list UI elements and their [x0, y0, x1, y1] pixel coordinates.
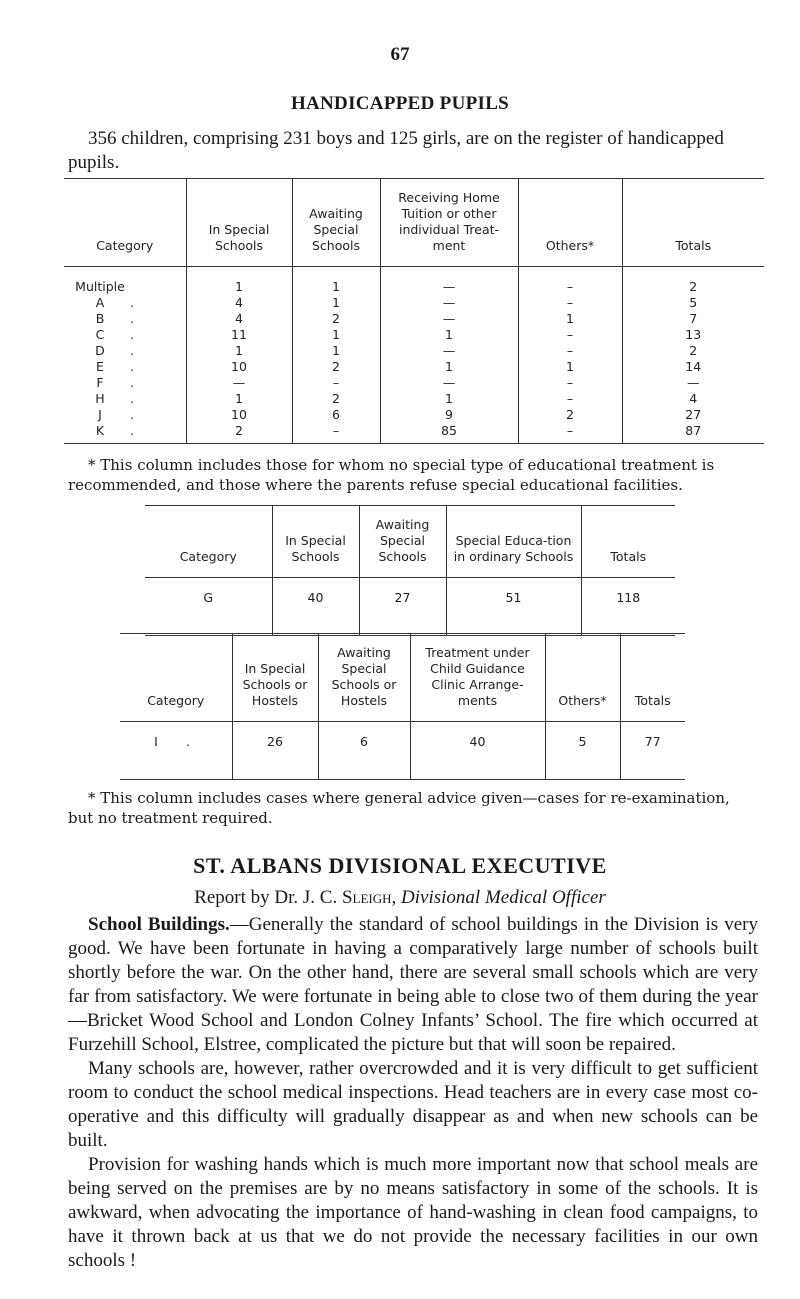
column-header: Others* [545, 634, 620, 722]
column-header: Receiving Home Tuition or other individual Treat-ment [380, 179, 518, 267]
table-cell: 2 [292, 391, 380, 407]
table-cell: F . [64, 375, 186, 391]
column-header: Totals [620, 634, 685, 722]
table-cell: 1 [292, 343, 380, 359]
report-author: Sleigh [341, 887, 392, 908]
table-cell: – [518, 267, 622, 296]
paragraph-school-buildings [68, 913, 758, 1057]
table-row [145, 578, 675, 636]
category-label: F [96, 375, 104, 390]
table-cell: 2 [622, 343, 764, 359]
handicapped-pupils-table [64, 178, 764, 444]
table-cell: 1 [292, 267, 380, 296]
table-cell: 4 [186, 311, 292, 327]
category-g-table [145, 505, 675, 636]
page-title: HANDICAPPED PUPILS [290, 93, 510, 114]
table-cell: — [380, 375, 518, 391]
table-cell [64, 267, 186, 296]
table-cell: 2 [622, 267, 764, 296]
category-label: C [95, 327, 105, 342]
table-cell: 10 [186, 359, 292, 375]
table-cell: 87 [622, 423, 764, 444]
table-cell: – [518, 327, 622, 343]
table-cell: 51 [446, 578, 581, 636]
paragraph-overcrowding: Many schools are, however, rather overcrowded and it is very difficult to get sufficient room to conduct the school medical inspections. Head teachers are in every case most co-operative and this difficulty will gradually disappear as and when new schools can be built. [68, 1058, 758, 1151]
table-cell: 13 [622, 327, 764, 343]
category-label: Multiple [75, 279, 125, 294]
category-label: B [95, 311, 105, 326]
table-cell: – [518, 423, 622, 444]
report-prefix: Report by Dr. J. C. [194, 887, 342, 908]
table-cell: 11 [186, 327, 292, 343]
footnote-others-2: * This column includes cases where general advice given—cases for re-examination, but no treatment required. [68, 789, 730, 827]
table-cell: H . [64, 391, 186, 407]
column-header: Totals [581, 506, 675, 578]
table-cell: — [380, 267, 518, 296]
column-header: Others* [518, 179, 622, 267]
table-header-row [120, 634, 685, 722]
intro-paragraph: 356 children, comprising 231 boys and 125 girls, are on the register of handicapped pupils. [68, 128, 724, 173]
table-cell: 4 [622, 391, 764, 407]
table-row [64, 327, 764, 343]
table-cell: A . [64, 295, 186, 311]
table-cell: 1 [518, 359, 622, 375]
table-cell: 2 [292, 311, 380, 327]
category-label: J [98, 407, 102, 422]
category-label: D [95, 343, 105, 358]
table-cell: 118 [581, 578, 675, 636]
table-cell: J . [64, 407, 186, 423]
table-cell: — [186, 375, 292, 391]
table-cell: 1 [186, 343, 292, 359]
column-header: Awaiting Special Schools [292, 179, 380, 267]
table-cell: – [292, 375, 380, 391]
table-cell: 2 [292, 359, 380, 375]
column-header: In Special Schools or Hostels [232, 634, 318, 722]
page-number: 67 [390, 44, 410, 65]
table-cell: 85 [380, 423, 518, 444]
column-header: Category [64, 179, 186, 267]
table-cell: 1 [518, 311, 622, 327]
table-row [120, 722, 685, 780]
table-cell: 14 [622, 359, 764, 375]
column-header: Treatment under Child Guidance Clinic Arrange-ments [410, 634, 545, 722]
table-cell: E . [64, 359, 186, 375]
table-row [64, 375, 764, 391]
paragraph-washing: Provision for washing hands which is much more important now that school meals are being served on the premises are by no means satisfactory in some of the schools. It is awkward, when advocating the importance of hand-washing in clean food campaigns, to have it thrown back at us that we do not provide the necessary facilities in our own schools ! [68, 1154, 758, 1271]
table-cell: 2 [518, 407, 622, 423]
table-cell: — [380, 343, 518, 359]
column-header: Special Educa-tion in ordinary Schools [446, 506, 581, 578]
column-header: Category [145, 506, 272, 578]
table-cell: – [292, 423, 380, 444]
table-cell: 2 [186, 423, 292, 444]
report-role: Divisional Medical Officer [401, 887, 606, 908]
table-cell: – [518, 295, 622, 311]
table-row [64, 391, 764, 407]
column-header: In Special Schools [186, 179, 292, 267]
report-body [68, 913, 758, 1273]
table-cell: — [380, 311, 518, 327]
category-i-table [120, 633, 685, 780]
table-cell: 40 [410, 722, 545, 780]
table-cell: 26 [232, 722, 318, 780]
column-header: Totals [622, 179, 764, 267]
table-row [64, 359, 764, 375]
column-header: In Special Schools [272, 506, 359, 578]
table-cell: B . [64, 311, 186, 327]
table-row [64, 295, 764, 311]
category-label: H [95, 391, 105, 406]
table-row [64, 423, 764, 444]
table-cell: – [518, 375, 622, 391]
table-row [64, 343, 764, 359]
table-row [64, 267, 764, 296]
table-cell: 6 [292, 407, 380, 423]
table-cell: 40 [272, 578, 359, 636]
table-header-row [145, 506, 675, 578]
report-separator: , [391, 887, 402, 908]
paragraph-lead: School Buildings. [88, 914, 230, 935]
table-cell: — [622, 375, 764, 391]
table-cell: 1 [380, 359, 518, 375]
category-label: A [95, 295, 105, 310]
table-cell: — [380, 295, 518, 311]
column-header: Awaiting Special Schools [359, 506, 446, 578]
table-cell: 27 [359, 578, 446, 636]
table-cell: C . [64, 327, 186, 343]
table-cell: 6 [318, 722, 410, 780]
table-cell: 77 [620, 722, 685, 780]
table-cell: I . [120, 722, 232, 780]
category-label: K [95, 423, 105, 438]
paragraph-text: —Generally the standard of school buildings in the Division is very good. We have been fortunate in having a comparatively large number of schools built shortly before the war. On the other hand, there are several small schools which are very far from satisfactory. We were fortunate in being able to close two of them during the year—Bricket Wood School and London Colney Infants’ School. The fire which occurred at Furzehill School, Elstree, complicated the picture but that will soon be repaired. [68, 914, 758, 1055]
table-cell: – [518, 343, 622, 359]
table-row [64, 311, 764, 327]
category-label: I [154, 734, 158, 749]
table-cell: 1 [186, 391, 292, 407]
table-cell: – [518, 391, 622, 407]
table-cell: 1 [292, 327, 380, 343]
table-cell: 7 [622, 311, 764, 327]
table-cell: 1 [380, 391, 518, 407]
column-header: Category [120, 634, 232, 722]
table-cell: 4 [186, 295, 292, 311]
table-header-row [64, 179, 764, 267]
table-cell: 1 [380, 327, 518, 343]
table-cell: D . [64, 343, 186, 359]
table-cell: 27 [622, 407, 764, 423]
table-cell: 5 [622, 295, 764, 311]
table-cell: 1 [186, 267, 292, 296]
category-label: E [96, 359, 104, 374]
table-cell: 9 [380, 407, 518, 423]
table-cell: G [145, 578, 272, 636]
table-cell: 5 [545, 722, 620, 780]
column-header: Awaiting Special Schools or Hostels [318, 634, 410, 722]
table-cell: 1 [292, 295, 380, 311]
footnote-others: * This column includes those for whom no special type of educational treatment is recommended, and those where the parents refuse special educational facilities. [68, 456, 715, 494]
section-heading: ST. ALBANS DIVISIONAL EXECUTIVE [193, 853, 607, 878]
table-cell: K . [64, 423, 186, 444]
report-byline [0, 887, 800, 909]
table-cell: 10 [186, 407, 292, 423]
table-row [64, 407, 764, 423]
